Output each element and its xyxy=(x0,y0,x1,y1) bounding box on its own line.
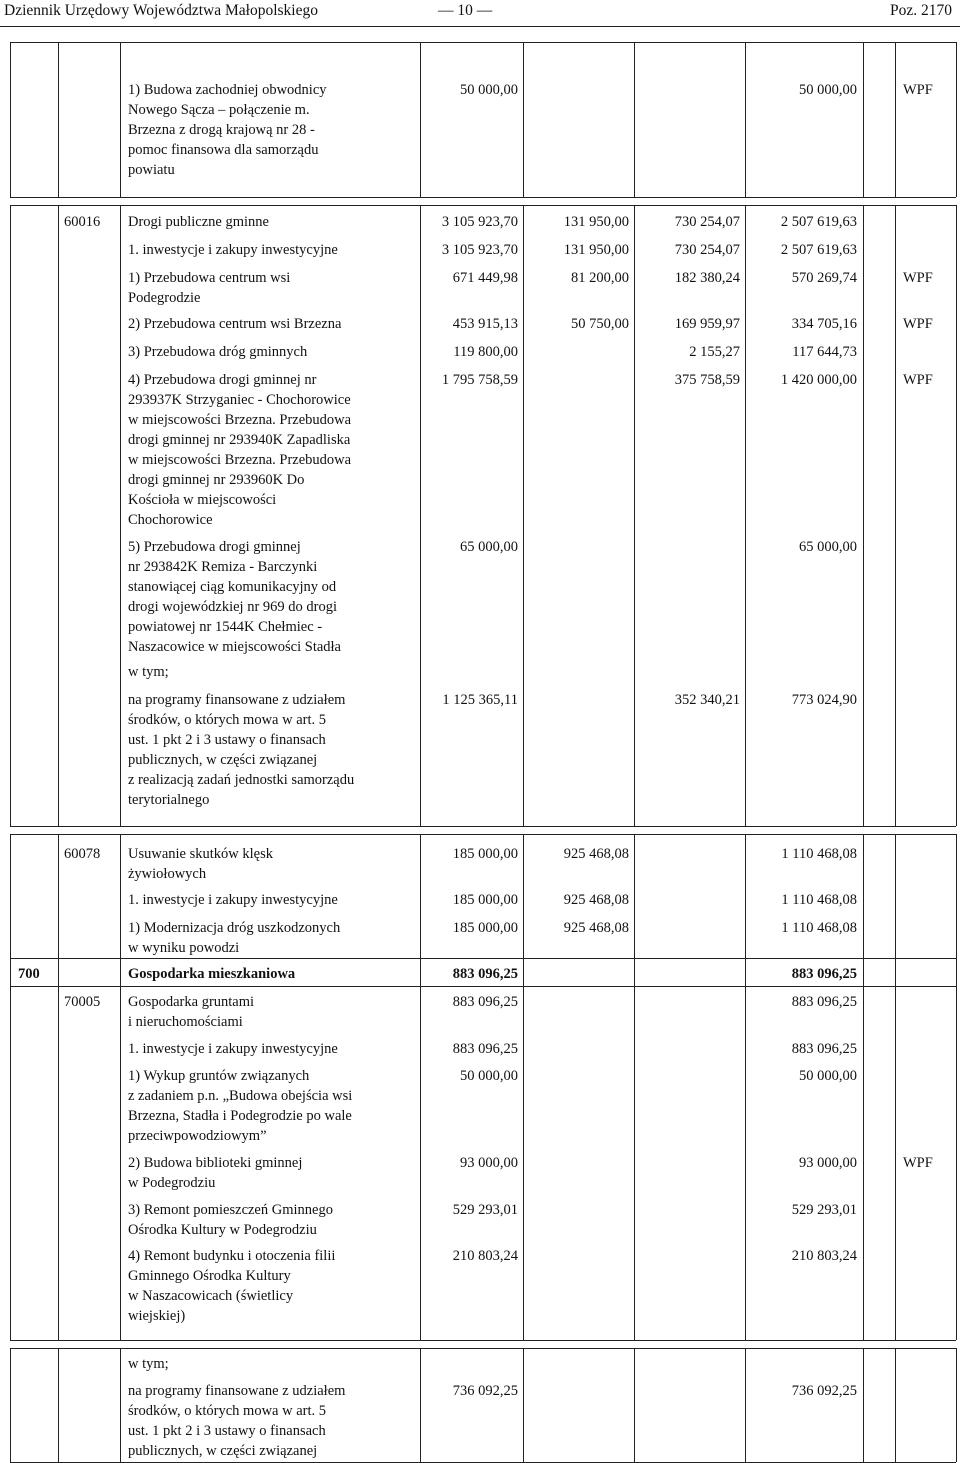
cell-amount-4: 1 420 000,00 xyxy=(780,372,857,388)
cell-amount-1: 50 000,00 xyxy=(460,82,518,98)
cell-amount-4: 50 000,00 xyxy=(799,82,857,98)
cell-note: WPF xyxy=(903,270,933,286)
cell-amount-4: 93 000,00 xyxy=(799,1155,857,1171)
cell-note: WPF xyxy=(903,372,933,388)
cell-amount-1: 453 915,13 xyxy=(452,316,518,332)
cell-description: Gospodarka mieszkaniowa xyxy=(128,966,296,982)
table-column-rule xyxy=(120,42,121,197)
cell-amount-3: 2 155,27 xyxy=(689,344,740,360)
table-column-rule xyxy=(120,1348,121,1462)
cell-amount-1: 883 096,25 xyxy=(452,994,518,1010)
cell-amount-1: 3 105 923,70 xyxy=(441,242,518,258)
table-row-rule xyxy=(10,197,956,198)
table-row-rule xyxy=(10,42,956,43)
cell-description: 1) Przebudowa centrum wsi Podegrodzie xyxy=(128,270,291,306)
table-column-rule xyxy=(523,1348,524,1462)
table-column-rule xyxy=(863,205,864,826)
cell-amount-1: 185 000,00 xyxy=(452,892,518,908)
page-header xyxy=(0,2,960,24)
cell-amount-3: 730 254,07 xyxy=(674,242,740,258)
cell-amount-2: 131 950,00 xyxy=(563,214,629,230)
table-column-rule xyxy=(956,205,957,826)
cell-amount-1: 210 803,24 xyxy=(452,1248,518,1264)
cell-amount-2: 925 468,08 xyxy=(563,892,629,908)
cell-amount-4: 334 705,16 xyxy=(791,316,857,332)
cell-amount-4: 65 000,00 xyxy=(799,539,857,555)
cell-description: 1) Wykup gruntów związanych z zadaniem p.n. „Budowa obejścia wsi Brzezna, Stadła i Podegrodzie po wale przeciwpowodziowym” xyxy=(128,1068,353,1144)
table-row-rule xyxy=(10,1348,956,1349)
cell-amount-4: 1 110 468,08 xyxy=(781,892,857,908)
cell-amount-4: 1 110 468,08 xyxy=(781,846,857,862)
table-column-rule xyxy=(745,205,746,826)
cell-amount-4: 2 507 619,63 xyxy=(780,214,857,230)
cell-description: 3) Przebudowa dróg gminnych xyxy=(128,344,308,360)
cell-amount-1: 883 096,25 xyxy=(452,1041,518,1057)
table-column-rule xyxy=(420,42,421,197)
cell-amount-1: 93 000,00 xyxy=(460,1155,518,1171)
header-page-number: — 10 — xyxy=(438,2,493,19)
table-column-rule xyxy=(634,42,635,197)
table-column-rule xyxy=(895,205,896,826)
cell-amount-3: 169 959,97 xyxy=(674,316,740,332)
table-column-rule xyxy=(634,205,635,826)
cell-description: 1) Modernizacja dróg uszkodzonych w wyniku powodzi xyxy=(128,920,341,956)
cell-description: 1) Budowa zachodniej obwodnicy Nowego Sącza – połączenie m. Brzezna z drogą krajową nr 28 - pomoc finansowa dla samorządu powiatu xyxy=(128,82,327,178)
table-column-rule xyxy=(10,1348,11,1462)
table-column-rule xyxy=(863,1348,864,1462)
cell-amount-4: 570 269,74 xyxy=(791,270,857,286)
table-column-rule xyxy=(956,1348,957,1462)
cell-amount-1: 119 800,00 xyxy=(453,344,518,360)
cell-amount-1: 3 105 923,70 xyxy=(441,214,518,230)
cell-note: WPF xyxy=(903,1155,933,1171)
table-column-rule xyxy=(863,834,864,1340)
table-column-rule xyxy=(956,42,957,197)
table-column-rule xyxy=(523,205,524,826)
cell-description: 4) Przebudowa drogi gminnej nr 293937K Strzyganiec - Chochorowice w miejscowości Brzezna. Przebudowa drogi gminnej nr 293940K Zapadliska w miejscowości Brzezna. Przebudowa drogi gminnej nr 293960K Do Kościoła w miejscowości Chochorowice xyxy=(128,372,352,528)
table-column-rule xyxy=(634,1348,635,1462)
table-column-rule xyxy=(420,1348,421,1462)
table-column-rule xyxy=(10,834,11,1340)
cell-description: na programy finansowane z udziałem środków, o których mowa w art. 5 ust. 1 pkt 2 i 3 ustawy o finansach publicznych, w części związanej xyxy=(128,1383,346,1459)
cell-amount-4: 2 507 619,63 xyxy=(780,242,857,258)
cell-amount-4: 117 644,73 xyxy=(792,344,857,360)
table-column-rule xyxy=(745,42,746,197)
cell-description: w tym; xyxy=(128,664,169,680)
cell-amount-2: 131 950,00 xyxy=(563,242,629,258)
cell-amount-3: 375 758,59 xyxy=(674,372,740,388)
table-row-rule xyxy=(10,958,956,959)
cell-amount-1: 50 000,00 xyxy=(460,1068,518,1084)
cell-note: WPF xyxy=(903,82,933,98)
cell-note: WPF xyxy=(903,316,933,332)
cell-description: Drogi publiczne gminne xyxy=(128,214,269,230)
table-column-rule xyxy=(10,42,11,197)
cell-amount-4: 50 000,00 xyxy=(799,1068,857,1084)
header-divider xyxy=(0,26,960,27)
table-column-rule xyxy=(956,834,957,1340)
table-column-rule xyxy=(10,205,11,826)
cell-amount-1: 529 293,01 xyxy=(452,1202,518,1218)
table-column-rule xyxy=(58,205,59,826)
cell-description: 5) Przebudowa drogi gminnej nr 293842K Remiza - Barczynki stanowiącej ciąg komunikacyjny od drogi wojewódzkiej nr 969 do drogi powiatowej nr 1544K Chełmiec - Naszacowice w miejscowości Stadła xyxy=(128,539,341,655)
cell-description: 1. inwestycje i zakupy inwestycyjne xyxy=(128,242,338,258)
cell-amount-3: 352 340,21 xyxy=(674,692,740,708)
header-journal-title: Dziennik Urzędowy Województwa Małopolskiego xyxy=(4,2,318,19)
table-column-rule xyxy=(120,834,121,1340)
cell-chapter: 60078 xyxy=(64,846,101,862)
cell-amount-2: 925 468,08 xyxy=(563,920,629,936)
cell-amount-1: 1 795 758,59 xyxy=(441,372,518,388)
cell-amount-1: 883 096,25 xyxy=(452,966,518,982)
cell-description: 2) Budowa biblioteki gminnej w Podegrodziu xyxy=(128,1155,303,1191)
cell-amount-2: 925 468,08 xyxy=(563,846,629,862)
cell-description: 1. inwestycje i zakupy inwestycyjne xyxy=(128,892,338,908)
table-column-rule xyxy=(120,205,121,826)
table-column-rule xyxy=(745,1348,746,1462)
cell-description: 2) Przebudowa centrum wsi Brzezna xyxy=(128,316,342,332)
table-column-rule xyxy=(895,1348,896,1462)
table-column-rule xyxy=(895,42,896,197)
cell-description: Usuwanie skutków klęsk żywiołowych xyxy=(128,846,273,882)
table-column-rule xyxy=(58,834,59,1340)
table-row-rule xyxy=(10,834,956,835)
cell-amount-3: 182 380,24 xyxy=(674,270,740,286)
cell-amount-1: 185 000,00 xyxy=(452,920,518,936)
cell-amount-1: 185 000,00 xyxy=(452,846,518,862)
cell-amount-3: 730 254,07 xyxy=(674,214,740,230)
table-column-rule xyxy=(863,42,864,197)
header-position-number: Poz. 2170 xyxy=(890,2,952,19)
cell-amount-4: 529 293,01 xyxy=(791,1202,857,1218)
cell-amount-4: 883 096,25 xyxy=(791,1041,857,1057)
table-column-rule xyxy=(58,1348,59,1462)
cell-amount-1: 65 000,00 xyxy=(460,539,518,555)
cell-description: 3) Remont pomieszczeń Gminnego Ośrodka Kultury w Podegrodziu xyxy=(128,1202,333,1238)
cell-amount-4: 210 803,24 xyxy=(791,1248,857,1264)
table-row-rule xyxy=(10,986,956,987)
cell-amount-4: 736 092,25 xyxy=(791,1383,857,1399)
cell-amount-1: 1 125 365,11 xyxy=(442,692,518,708)
table-column-rule xyxy=(895,834,896,1340)
table-column-rule xyxy=(634,834,635,1340)
cell-amount-2: 81 200,00 xyxy=(571,270,629,286)
cell-description: Gospodarka gruntami i nieruchomościami xyxy=(128,994,255,1030)
cell-section: 700 xyxy=(18,966,40,982)
table-column-rule xyxy=(58,42,59,197)
cell-description: 4) Remont budynku i otoczenia filii Gminnego Ośrodka Kultury w Naszacowicach (świetlicy wiejskiej) xyxy=(128,1248,336,1324)
cell-amount-2: 50 750,00 xyxy=(571,316,629,332)
cell-chapter: 70005 xyxy=(64,994,101,1010)
table-row-rule xyxy=(10,1340,956,1341)
table-row-rule xyxy=(10,826,956,827)
cell-amount-4: 883 096,25 xyxy=(791,966,857,982)
table-column-rule xyxy=(420,205,421,826)
table-row-rule xyxy=(10,205,956,206)
cell-amount-1: 736 092,25 xyxy=(452,1383,518,1399)
table-column-rule xyxy=(523,42,524,197)
cell-amount-4: 1 110 468,08 xyxy=(781,920,857,936)
cell-description: 1. inwestycje i zakupy inwestycyjne xyxy=(128,1041,338,1057)
cell-amount-1: 671 449,98 xyxy=(452,270,518,286)
cell-description: na programy finansowane z udziałem środków, o których mowa w art. 5 ust. 1 pkt 2 i 3 ustawy o finansach publicznych, w części związanej z realizacją zadań jednostki samorządu terytorialnego xyxy=(128,692,355,808)
cell-chapter: 60016 xyxy=(64,214,101,230)
cell-amount-4: 773 024,90 xyxy=(791,692,857,708)
cell-description: w tym; xyxy=(128,1356,169,1372)
cell-amount-4: 883 096,25 xyxy=(791,994,857,1010)
